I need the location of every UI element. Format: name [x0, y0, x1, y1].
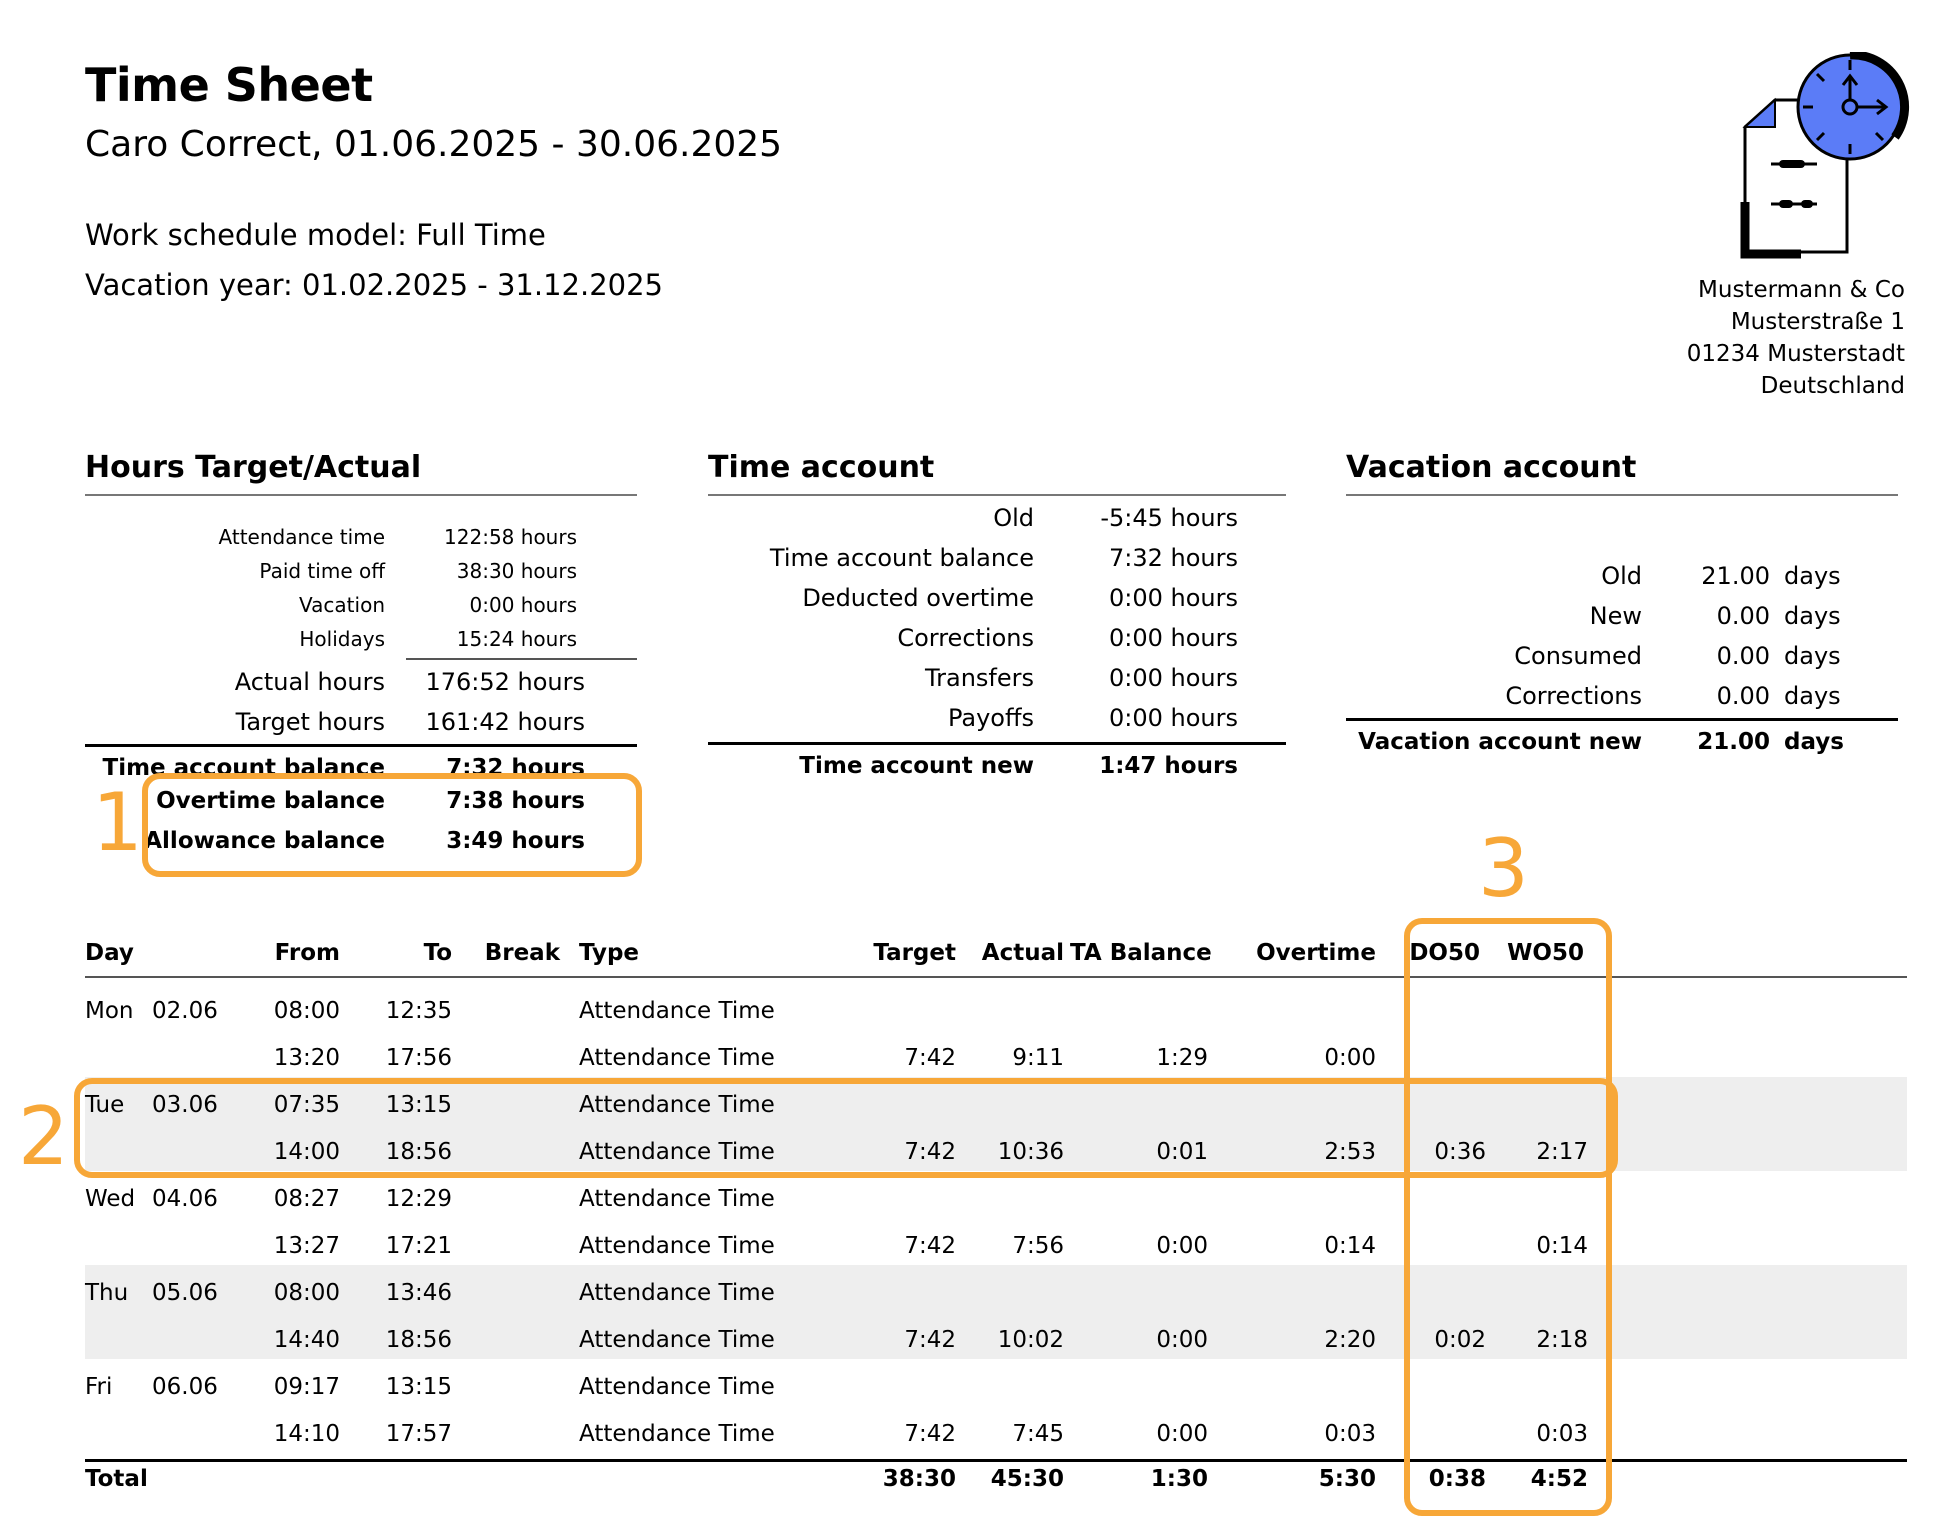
- cell-to: 17:56: [385, 1045, 452, 1071]
- cell-from: 09:17: [273, 1374, 340, 1400]
- cell-actual: 10:02: [997, 1327, 1064, 1353]
- col-header-actual: Actual: [981, 940, 1064, 966]
- cell-to: 13:46: [385, 1280, 452, 1306]
- ta-row-new: Time account new 1:47 hours: [799, 753, 1238, 779]
- col-header-target: Target: [873, 940, 956, 966]
- cell-to: 13:15: [385, 1092, 452, 1118]
- cell-actual: 9:11: [1012, 1045, 1064, 1071]
- cell-actual: 10:36: [997, 1139, 1064, 1165]
- cell-wo50: 0:14: [1536, 1233, 1588, 1259]
- col-header-wo50: WO50: [1507, 940, 1584, 966]
- col-header-do50: DO50: [1409, 940, 1480, 966]
- total-label: Total: [85, 1466, 148, 1492]
- highlight-box-1: [142, 773, 642, 877]
- cell-actual: 7:56: [1012, 1233, 1064, 1259]
- vac-row-old: Old 21.00 days: [1601, 562, 1841, 590]
- cell-from: 08:00: [273, 998, 340, 1024]
- cell-type: Attendance Time: [579, 1421, 775, 1447]
- cell-to: 12:35: [385, 998, 452, 1024]
- cell-type: Attendance Time: [579, 1233, 775, 1259]
- hours-section-title: Hours Target/Actual: [85, 450, 422, 485]
- cell-from: 13:27: [273, 1233, 340, 1259]
- highlight-box-2: [74, 1078, 1618, 1178]
- total-overtime: 5:30: [1318, 1466, 1376, 1492]
- hours-title-rule: [85, 494, 637, 496]
- cell-to: 17:57: [385, 1421, 452, 1447]
- work-schedule-model: Work schedule model: Full Time: [85, 218, 546, 252]
- cell-date: 05.06: [152, 1280, 218, 1306]
- col-header-to: To: [423, 940, 452, 966]
- vacation-section-title: Vacation account: [1346, 450, 1637, 485]
- company-street: Musterstraße 1: [1730, 309, 1905, 335]
- cell-target: 7:42: [904, 1421, 956, 1447]
- cell-overtime: 2:53: [1324, 1139, 1376, 1165]
- ta-row-corrections: Corrections 0:00 hours: [897, 624, 1238, 652]
- cell-type: Attendance Time: [579, 1092, 775, 1118]
- vac-row-consumed: Consumed 0.00 days: [1514, 642, 1841, 670]
- cell-target: 7:42: [904, 1139, 956, 1165]
- company-country: Deutschland: [1760, 373, 1905, 399]
- total-actual: 45:30: [990, 1466, 1064, 1492]
- cell-to: 12:29: [385, 1186, 452, 1212]
- cell-overtime: 0:03: [1324, 1421, 1376, 1447]
- time-account-section-title: Time account: [708, 450, 935, 485]
- cell-actual: 7:45: [1012, 1421, 1064, 1447]
- hours-row-allowance-balance: Allowance balance 3:49 hours: [144, 828, 585, 854]
- annotation-number-1: 1: [92, 776, 143, 869]
- cell-type: Attendance Time: [579, 1186, 775, 1212]
- annotation-number-2: 2: [18, 1090, 69, 1183]
- vac-row-new-total: Vacation account new 21.00 days: [1358, 729, 1844, 755]
- cell-overtime: 0:00: [1324, 1045, 1376, 1071]
- hours-row-holidays: Holidays 15:24 hours: [299, 627, 577, 651]
- cell-type: Attendance Time: [579, 1374, 775, 1400]
- cell-wo50: 0:03: [1536, 1421, 1588, 1447]
- vacation-year: Vacation year: 01.02.2025 - 31.12.2025: [85, 268, 664, 302]
- cell-overtime: 0:14: [1324, 1233, 1376, 1259]
- cell-to: 18:56: [385, 1327, 452, 1353]
- col-header-break: Break: [484, 940, 560, 966]
- ta-total-rule: [708, 742, 1286, 745]
- cell-type: Attendance Time: [579, 998, 775, 1024]
- cell-wo50: 2:17: [1536, 1139, 1588, 1165]
- highlight-box-3: [1404, 918, 1612, 1516]
- hours-row-ta-balance: Time account balance 7:32 hours: [102, 755, 585, 781]
- ta-row-old: Old -5:45 hours: [993, 504, 1238, 532]
- hours-total-rule: [85, 744, 637, 747]
- cell-weekday: Wed: [85, 1186, 136, 1212]
- ta-row-balance: Time account balance 7:32 hours: [769, 544, 1238, 572]
- cell-from: 07:35: [273, 1092, 340, 1118]
- cell-date: 03.06: [152, 1092, 218, 1118]
- cell-ta-balance: 0:00: [1156, 1421, 1208, 1447]
- ta-row-transfers: Transfers 0:00 hours: [924, 664, 1238, 692]
- cell-from: 14:10: [273, 1421, 340, 1447]
- cell-ta-balance: 1:29: [1156, 1045, 1208, 1071]
- cell-do50: 0:02: [1434, 1327, 1486, 1353]
- vac-row-new: New 0.00 days: [1589, 602, 1841, 630]
- hours-row-target: Target hours 161:42 hours: [235, 708, 585, 736]
- annotation-number-3: 3: [1478, 822, 1529, 915]
- cell-date: 04.06: [152, 1186, 218, 1212]
- col-header-ta-balance: TA Balance: [1070, 940, 1212, 966]
- cell-target: 7:42: [904, 1233, 956, 1259]
- cell-from: 08:27: [273, 1186, 340, 1212]
- cell-from: 08:00: [273, 1280, 340, 1306]
- cell-ta-balance: 0:01: [1156, 1139, 1208, 1165]
- col-header-overtime: Overtime: [1256, 940, 1376, 966]
- cell-target: 7:42: [904, 1327, 956, 1353]
- ta-row-payoffs: Payoffs 0:00 hours: [947, 704, 1238, 732]
- cell-weekday: Fri: [85, 1374, 113, 1400]
- cell-wo50: 2:18: [1536, 1327, 1588, 1353]
- cell-type: Attendance Time: [579, 1045, 775, 1071]
- hours-subtotal-rule: [406, 658, 637, 660]
- cell-weekday: Thu: [85, 1280, 129, 1306]
- cell-date: 02.06: [152, 998, 218, 1024]
- cell-to: 13:15: [385, 1374, 452, 1400]
- cell-from: 14:00: [273, 1139, 340, 1165]
- timesheet-logo-icon: [1735, 52, 1915, 262]
- hours-row-overtime-balance: Overtime balance 7:38 hours: [156, 788, 585, 814]
- total-wo50: 4:52: [1530, 1466, 1588, 1492]
- employee-period: Caro Correct, 01.06.2025 - 30.06.2025: [85, 124, 783, 165]
- company-city: 01234 Musterstadt: [1686, 341, 1905, 367]
- page-title: Time Sheet: [85, 58, 373, 112]
- col-header-from: From: [274, 940, 340, 966]
- cell-type: Attendance Time: [579, 1327, 775, 1353]
- company-address: [1687, 274, 1905, 402]
- cell-ta-balance: 0:00: [1156, 1233, 1208, 1259]
- cell-to: 17:21: [385, 1233, 452, 1259]
- vac-total-rule: [1346, 718, 1898, 721]
- cell-date: 06.06: [152, 1374, 218, 1400]
- total-do50: 0:38: [1428, 1466, 1486, 1492]
- vacation-title-rule: [1346, 494, 1898, 496]
- cell-overtime: 2:20: [1324, 1327, 1376, 1353]
- cell-from: 13:20: [273, 1045, 340, 1071]
- hours-row-paid-time-off: Paid time off 38:30 hours: [259, 559, 577, 583]
- cell-target: 7:42: [904, 1045, 956, 1071]
- cell-type: Attendance Time: [579, 1139, 775, 1165]
- total-target: 38:30: [882, 1466, 956, 1492]
- cell-to: 18:56: [385, 1139, 452, 1165]
- table-header-rule: [85, 976, 1907, 978]
- hours-row-actual: Actual hours 176:52 hours: [234, 668, 585, 696]
- cell-from: 14:40: [273, 1327, 340, 1353]
- col-header-day: Day: [85, 940, 134, 966]
- vac-row-corrections: Corrections 0.00 days: [1505, 682, 1841, 710]
- cell-weekday: Mon: [85, 998, 134, 1024]
- cell-do50: 0:36: [1434, 1139, 1486, 1165]
- time-account-title-rule: [708, 494, 1286, 496]
- hours-row-vacation: Vacation 0:00 hours: [299, 593, 577, 617]
- col-header-type: Type: [579, 940, 640, 966]
- company-name: Mustermann & Co: [1698, 277, 1905, 303]
- ta-row-deducted-overtime: Deducted overtime 0:00 hours: [802, 584, 1238, 612]
- cell-weekday: Tue: [85, 1092, 125, 1118]
- cell-type: Attendance Time: [579, 1280, 775, 1306]
- hours-row-attendance: Attendance time 122:58 hours: [218, 525, 577, 549]
- table-total-rule: [85, 1459, 1907, 1462]
- total-ta-balance: 1:30: [1150, 1466, 1208, 1492]
- cell-ta-balance: 0:00: [1156, 1327, 1208, 1353]
